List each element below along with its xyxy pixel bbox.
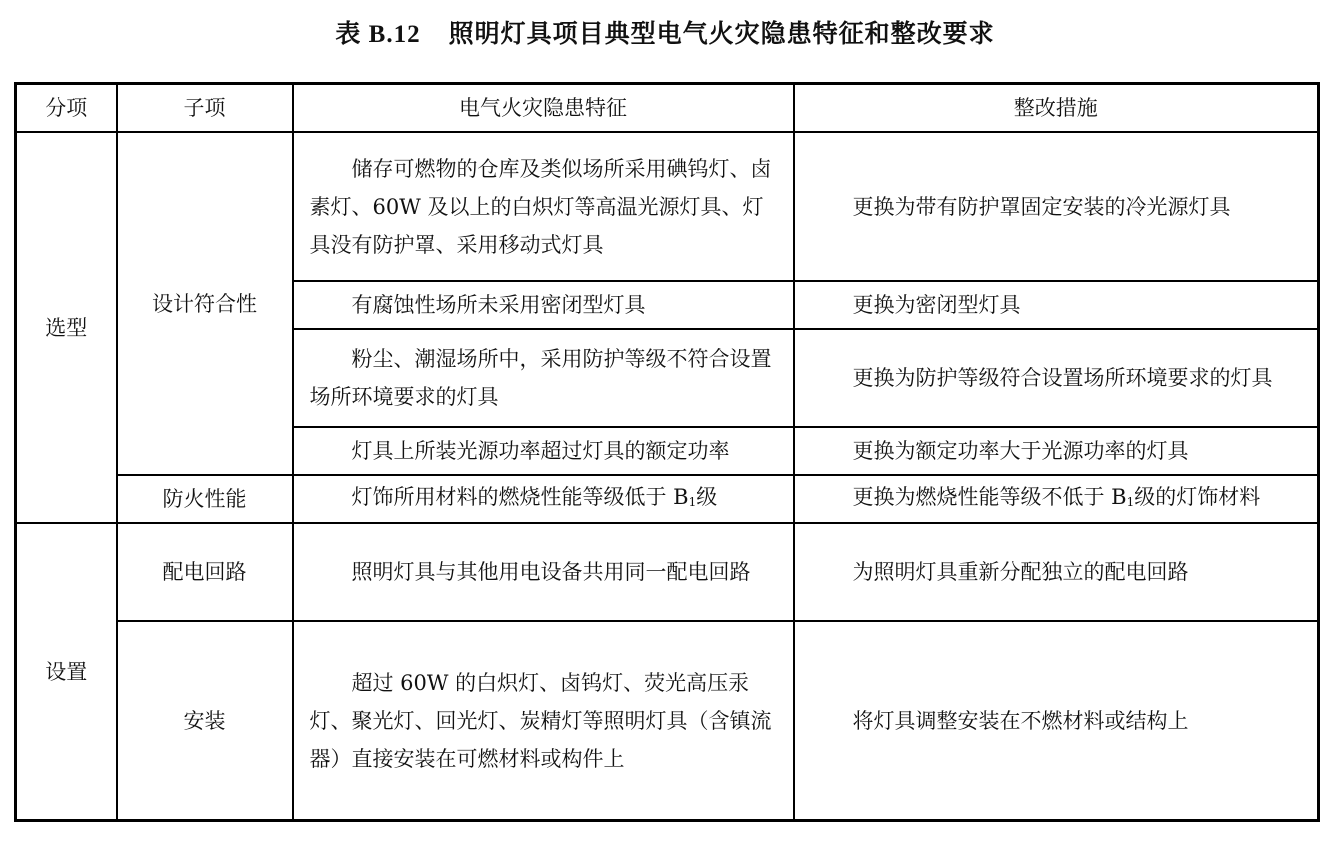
table-row (16, 132, 1319, 281)
table-row (16, 621, 1319, 821)
category-cell: 设置 (16, 523, 117, 821)
header-category: 分项 (16, 84, 117, 133)
table-row (16, 523, 1319, 621)
hazard-cell: 超过 60W 的白炽灯、卤钨灯、荧光高压汞灯、聚光灯、回光灯、炭精灯等照明灯具（含镇流器）直接安装在可燃材料或构件上 (293, 621, 794, 821)
subscript: 1 (688, 494, 697, 509)
subscript: 1 (1126, 494, 1135, 509)
measure-cell: 为照明灯具重新分配独立的配电回路 (794, 523, 1319, 621)
subitem-cell: 防火性能 (117, 475, 293, 523)
measure-cell: 更换为密闭型灯具 (794, 281, 1319, 329)
header-hazard: 电气火灾隐患特征 (293, 84, 794, 133)
measure-cell: 更换为防护等级符合设置场所环境要求的灯具 (794, 329, 1319, 427)
table-title (0, 14, 1330, 50)
measure-text: 级的灯饰材料 (1134, 484, 1261, 509)
header-subitem: 子项 (117, 84, 293, 133)
table-number: 表 B.12 (335, 21, 421, 48)
hazard-text: 灯饰所用材料的燃烧性能等级低于 B (351, 484, 689, 509)
subitem-cell: 设计符合性 (117, 132, 293, 475)
category-cell: 选型 (16, 132, 117, 523)
hazard-text: 级 (696, 484, 718, 509)
hazard-cell: 灯具上所装光源功率超过灯具的额定功率 (293, 427, 794, 475)
hazard-table (14, 82, 1320, 822)
subitem-cell: 配电回路 (117, 523, 293, 621)
measure-cell: 更换为带有防护罩固定安装的冷光源灯具 (794, 132, 1319, 281)
hazard-cell: 有腐蚀性场所未采用密闭型灯具 (293, 281, 794, 329)
table-row (16, 475, 1319, 523)
table-caption: 照明灯具项目典型电气火灾隐患特征和整改要求 (448, 19, 995, 48)
table-header-row (16, 84, 1319, 133)
header-measure: 整改措施 (794, 84, 1319, 133)
measure-text: 更换为燃烧性能等级不低于 B (852, 484, 1127, 509)
hazard-cell: 储存可燃物的仓库及类似场所采用碘钨灯、卤素灯、60W 及以上的白炽灯等高温光源灯具、灯具没有防护罩、采用移动式灯具 (293, 132, 794, 281)
measure-cell: 更换为额定功率大于光源功率的灯具 (794, 427, 1319, 475)
subitem-cell: 安装 (117, 621, 293, 821)
hazard-cell: 粉尘、潮湿场所中，采用防护等级不符合设置场所环境要求的灯具 (293, 329, 794, 427)
measure-cell: 将灯具调整安装在不燃材料或结构上 (794, 621, 1319, 821)
hazard-cell (293, 475, 794, 523)
hazard-cell: 照明灯具与其他用电设备共用同一配电回路 (293, 523, 794, 621)
measure-cell (794, 475, 1319, 523)
